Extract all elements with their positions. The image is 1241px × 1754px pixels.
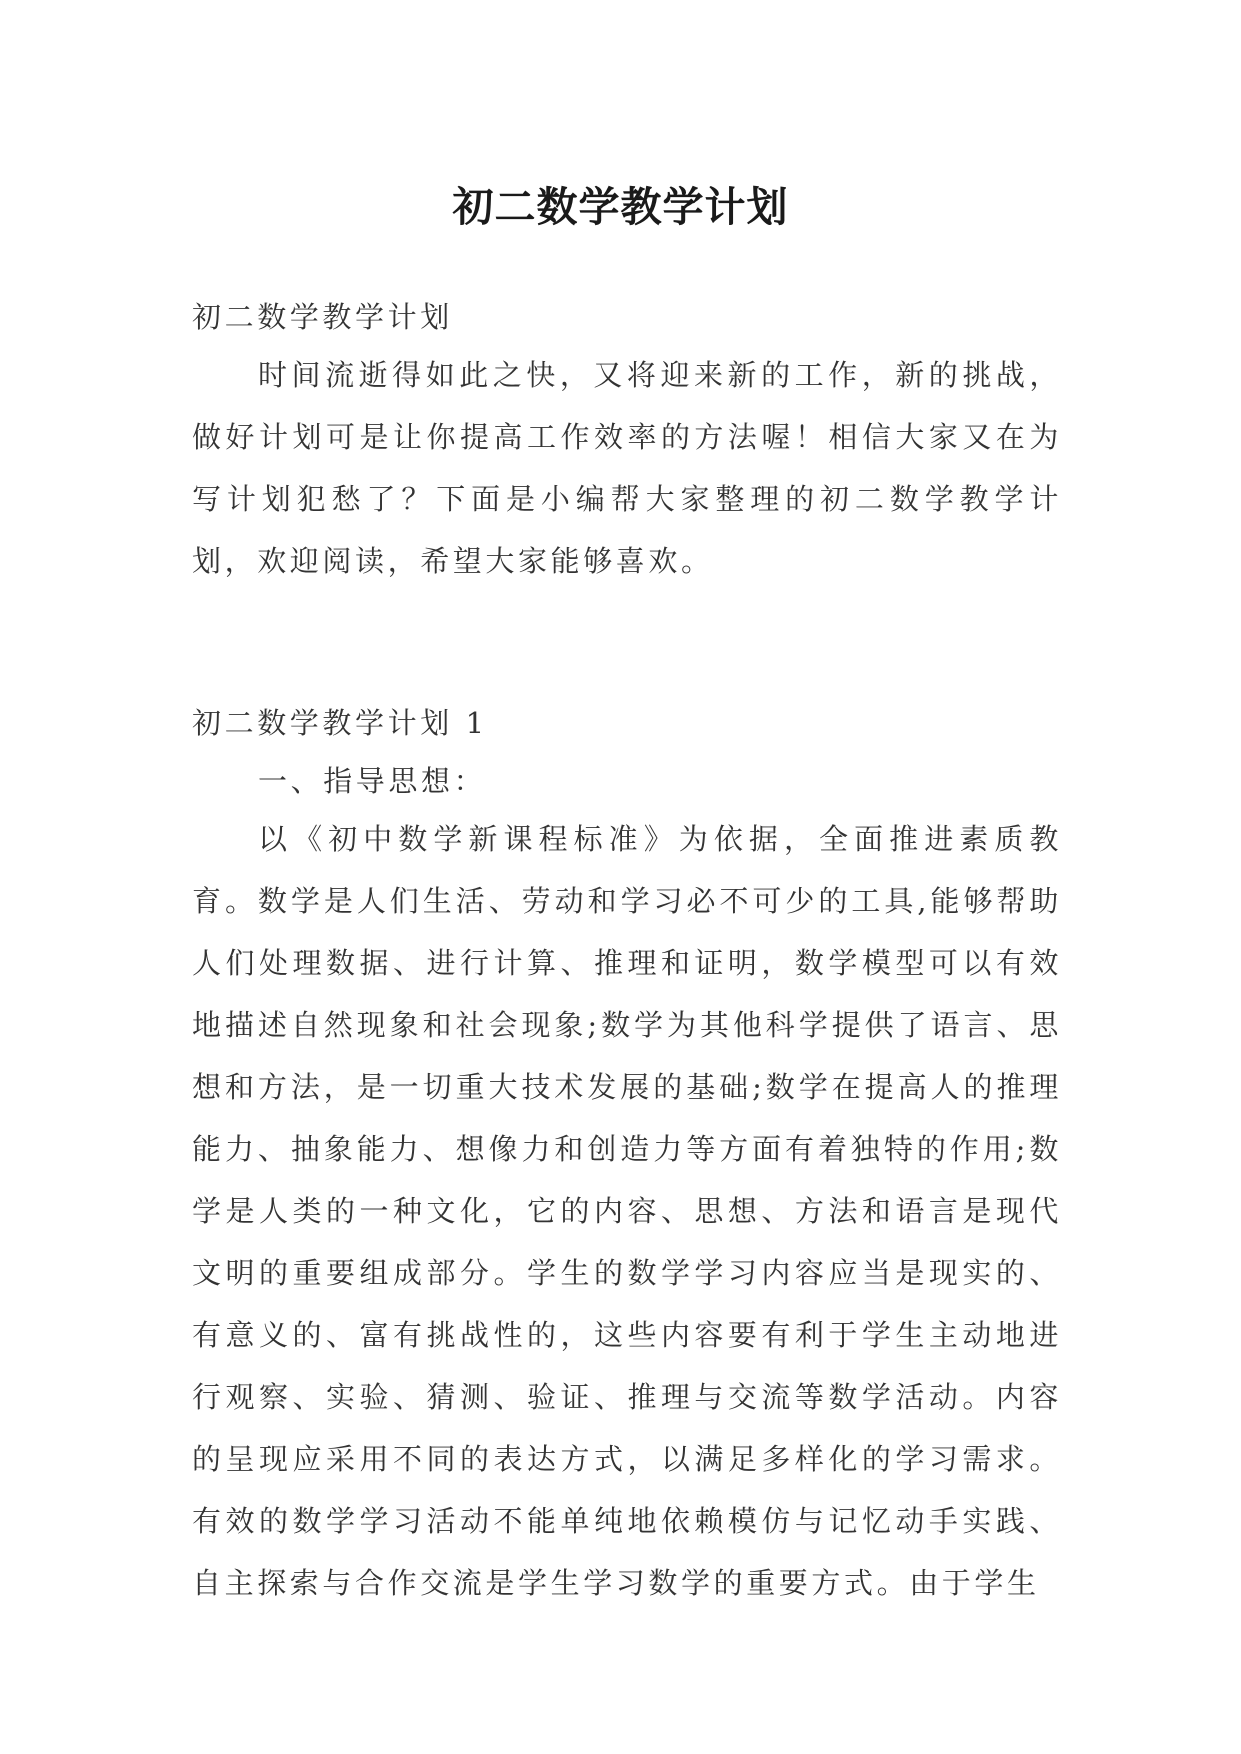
section-heading: 初二数学教学计划 1 xyxy=(192,706,488,740)
guiding-ideology-heading: 一、指导思想： xyxy=(258,764,487,798)
intro-paragraph xyxy=(192,344,1062,592)
guiding-ideology-text: 以《初中数学新课程标准》为依据，全面推进素质教育。数学是人们生活、劳动和学习必不可少的工具,能够帮助人们处理数据、进行计算、推理和证明，数学模型可以有效地描述自然现象和社会现象;数学为其他科学提供了语言、思想和方法，是一切重大技术发展的基础;数学在提高人的推理能力、抽象能力、想像力和创造力等方面有着独特的作用;数学是人类的一种文化，它的内容、思想、方法和语言是现代文明的重要组成部分。学生的数学学习内容应当是现实的、有意义的、富有挑战性的，这些内容要有利于学生主动地进行观察、实验、猜测、验证、推理与交流等数学活动。内容的呈现应采用不同的表达方式，以满足多样化的学习需求。有效的数学学习活动不能单纯地依赖模仿与记忆动手实践、自主探索与合作交流是学生学习数学的重要方式。由于学生 xyxy=(192,822,1062,1600)
document-title: 初二数学教学计划 xyxy=(452,183,789,232)
guiding-ideology-paragraph xyxy=(192,808,1062,1614)
intro-text: 时间流逝得如此之快，又将迎来新的工作，新的挑战，做好计划可是让你提高工作效率的方法喔！相信大家又在为写计划犯愁了？下面是小编帮大家整理的初二数学教学计划，欢迎阅读，希望大家能够喜欢。 xyxy=(192,358,1062,578)
document-subtitle: 初二数学教学计划 xyxy=(192,300,453,334)
